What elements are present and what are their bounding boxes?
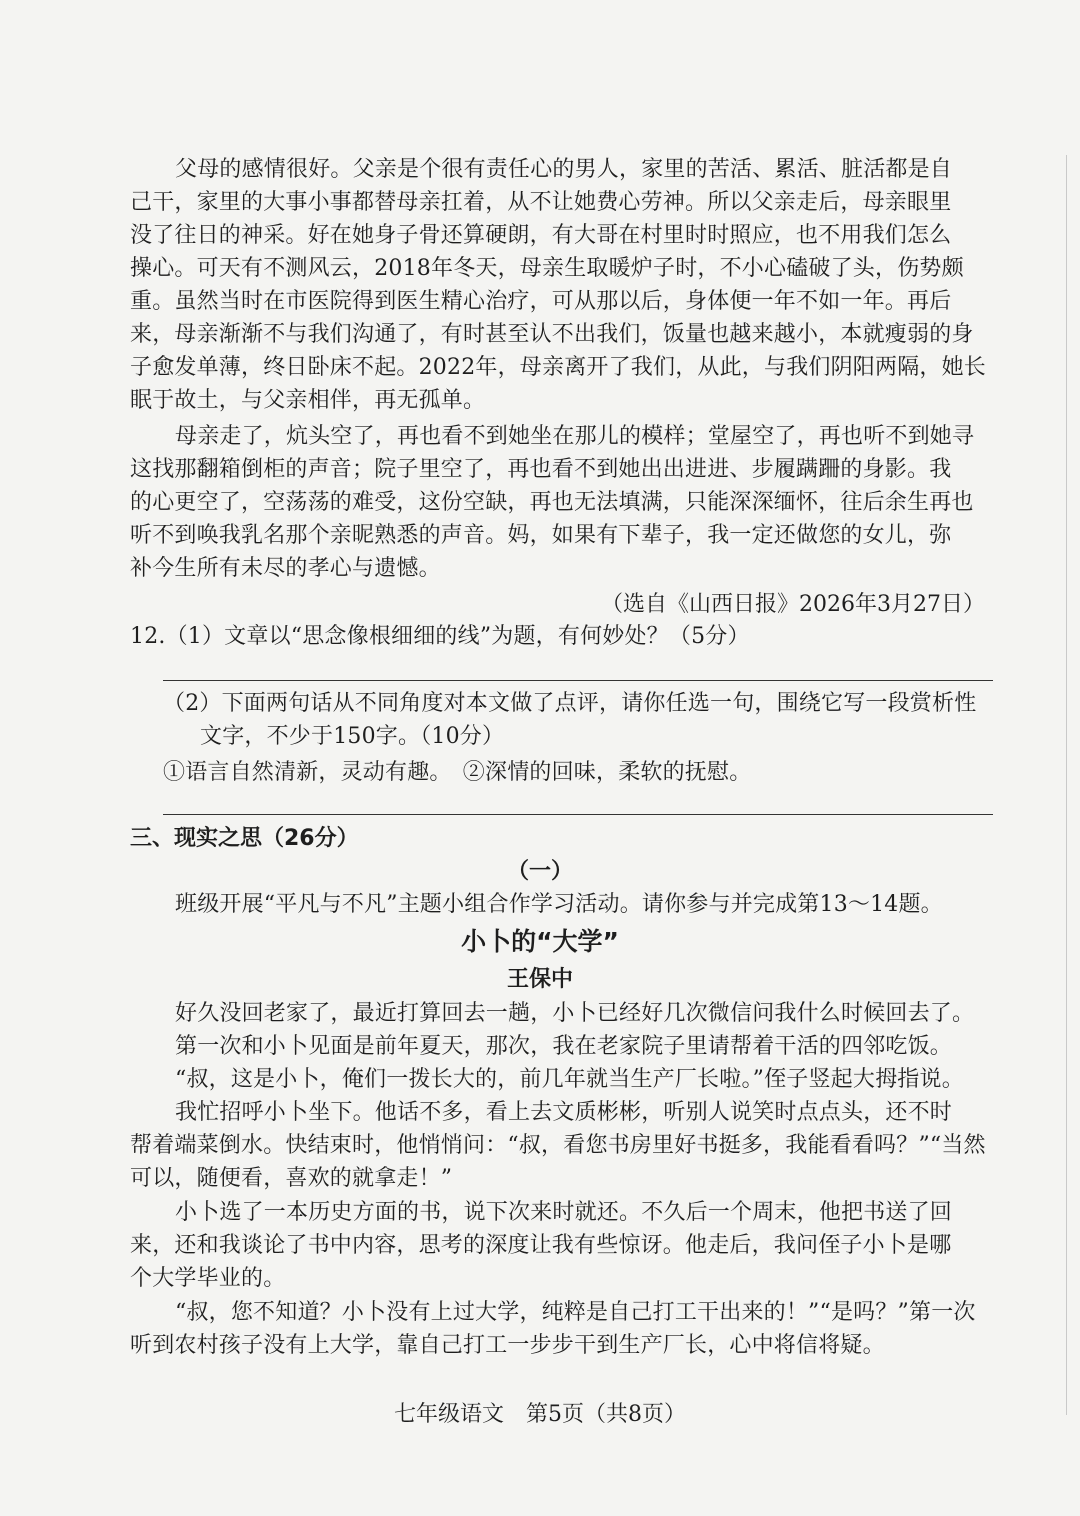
article-line: 好久没回老家了，最近打算回去一趟，小卜已经好几次微信问我什么时候回去了。	[175, 1001, 975, 1026]
passage1-line: 重。虽然当时在市医院得到医生精心治疗，可从那以后，身体便一年不如一年。再后	[130, 289, 952, 314]
passage1-line: 补今生所有未尽的孝心与遗憾。	[130, 556, 441, 581]
passage1-line: 的心更空了，空荡荡的难受，这份空缺，再也无法填满，只能深深缅怀，往后余生再也	[130, 490, 974, 515]
article-line: 来，还和我谈论了书中内容，思考的深度让我有些惊讶。他走后，我问侄子小卜是哪	[130, 1233, 952, 1258]
passage1-line: 眠于故土，与父亲相伴，再无孤单。	[130, 388, 486, 413]
part-number: （一）	[506, 859, 573, 884]
article-title: 小卜的“大学”	[461, 927, 619, 956]
passage1-line: 父母的感情很好。父亲是个很有责任心的男人，家里的苦活、累活、脏活都是自	[175, 157, 953, 182]
passage1-source: （选自《山西日报》2026年3月27日）	[601, 592, 985, 617]
section-intro: 班级开展“平凡与不凡”主题小组合作学习活动。请你参与并完成第13～14题。	[175, 892, 943, 917]
article-line: 小卜选了一本历史方面的书，说下次来时就还。不久后一个周末，他把书送了回	[175, 1200, 953, 1225]
question-12-2-options: ①语言自然清新，灵动有趣。 ②深情的回味，柔软的抚慰。	[163, 760, 752, 785]
article-line: 个大学毕业的。	[130, 1266, 286, 1291]
passage1-line: 来，母亲渐渐不与我们沟通了，有时甚至认不出我们，饭量也越来越小，本就瘦弱的身	[130, 322, 974, 347]
question-12-2-cont: 文字，不少于150字。（10分）	[200, 724, 505, 749]
article-line: 可以，随便看，喜欢的就拿走！”	[130, 1166, 453, 1191]
answer-line[interactable]	[163, 814, 993, 815]
page-edge-line	[1066, 155, 1067, 1415]
passage1-line: 没了往日的神采。好在她身子骨还算硬朗，有大哥在村里时时照应，也不用我们怎么	[130, 223, 952, 248]
page-footer: 七年级语文 第5页（共8页）	[394, 1402, 686, 1427]
question-12-1: 12.（1）文章以“思念像根细细的线”为题，有何妙处？（5分）	[130, 624, 750, 649]
passage1-line: 母亲走了，炕头空了，再也看不到她坐在那儿的模样；堂屋空了，再也听不到她寻	[175, 424, 975, 449]
article-line: “叔，这是小卜，俺们一拨长大的，前几年就当生产厂长啦。”侄子竖起大拇指说。	[175, 1067, 964, 1092]
section-heading: 三、现实之思（26分）	[130, 826, 359, 851]
passage1-line: 子愈发单薄，终日卧床不起。2022年，母亲离开了我们，从此，与我们阴阳两隔，她长	[130, 355, 986, 380]
article-line: 帮着端菜倒水。快结束时，他悄悄问：“叔，看您书房里好书挺多，我能看看吗？”“当然	[130, 1133, 986, 1158]
article-line: 听到农村孩子没有上大学，靠自己打工一步步干到生产厂长，心中将信将疑。	[130, 1333, 885, 1358]
passage1-line: 己干，家里的大事小事都替母亲扛着，从不让她费心劳神。所以父亲走后，母亲眼里	[130, 190, 952, 215]
passage1-line: 这找那翻箱倒柜的声音；院子里空了，再也看不到她出出进进、步履蹒跚的身影。我	[130, 457, 952, 482]
article-line: 第一次和小卜见面是前年夏天，那次，我在老家院子里请帮着干活的四邻吃饭。	[175, 1034, 953, 1059]
passage1-line: 操心。可天有不测风云，2018年冬天，母亲生取暖炉子时，不小心磕破了头，伤势颇	[130, 256, 964, 281]
article-line: 我忙招呼小卜坐下。他话不多，看上去文质彬彬，听别人说笑时点点头，还不时	[175, 1100, 953, 1125]
answer-line[interactable]	[163, 680, 993, 681]
article-line: “叔，您不知道？小卜没有上过大学，纯粹是自己打工干出来的！”“是吗？”第一次	[175, 1300, 976, 1325]
article-author: 王保中	[506, 967, 573, 992]
passage1-line: 听不到唤我乳名那个亲昵熟悉的声音。妈，如果有下辈子，我一定还做您的女儿，弥	[130, 523, 952, 548]
question-12-2: （2）下面两句话从不同角度对本文做了点评，请你任选一句，围绕它写一段赏析性	[163, 691, 977, 716]
